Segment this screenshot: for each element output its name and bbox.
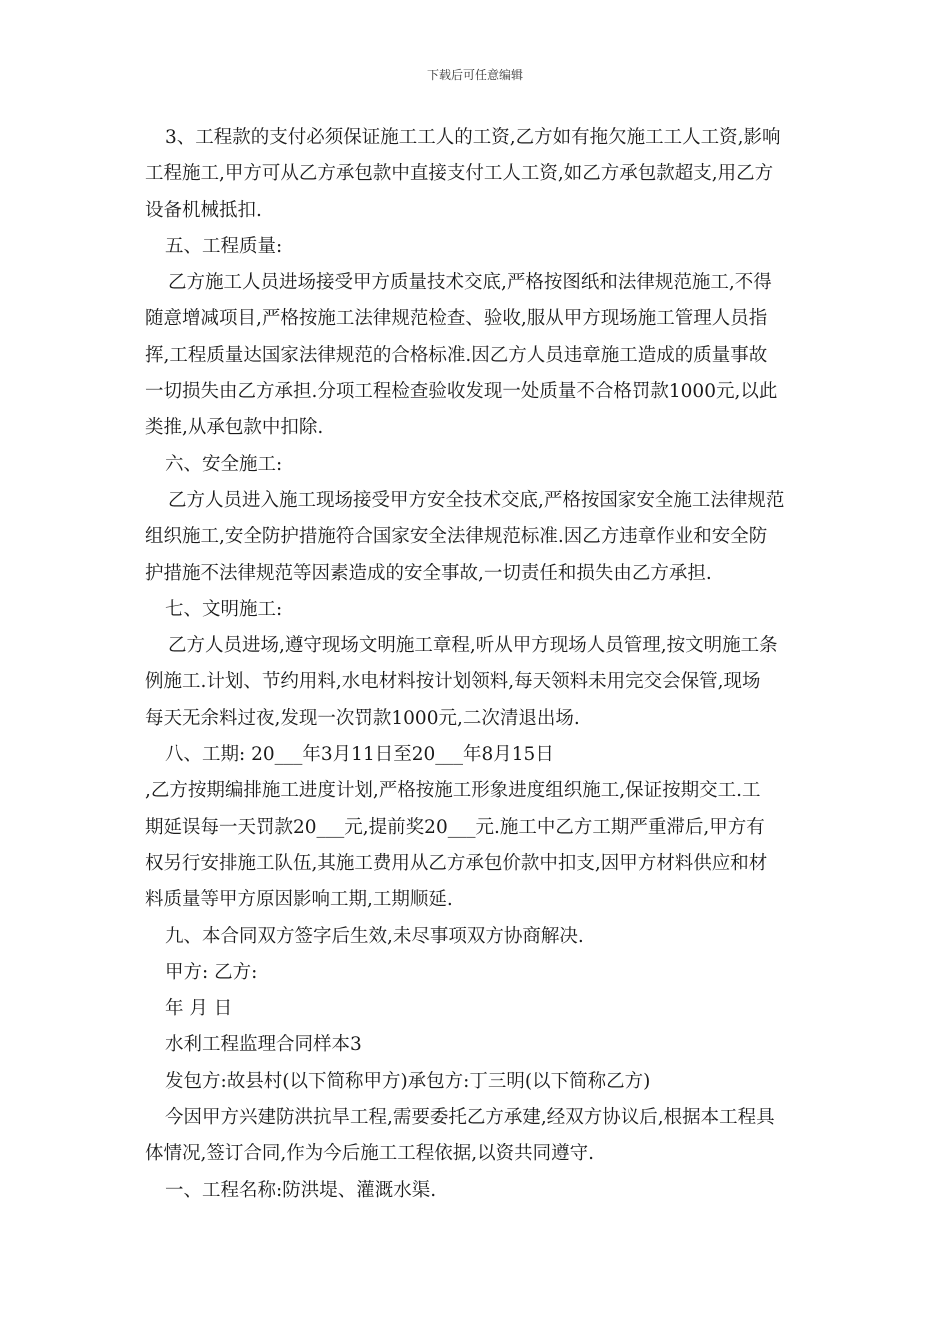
- date-line: 年 月 日: [165, 998, 233, 1020]
- text-line: 每天无余料过夜,发现一次罚款1000元,二次清退出场.: [145, 707, 580, 729]
- text-line: 组织施工,安全防护措施符合国家安全法律规范标准.因乙方违章作业和安全防: [145, 526, 768, 548]
- text-line: 设备机械抵扣.: [145, 199, 262, 221]
- text-line: 一切损失由乙方承担.分项工程检查验收发现一处质量不合格罚款1000元,以此: [145, 381, 778, 403]
- text-line: 体情况,签订合同,作为今后施工工程依据,以资共同遵守.: [145, 1143, 595, 1165]
- text-line: 乙方人员进场,遵守现场文明施工章程,听从甲方现场人员管理,按文明施工条: [168, 635, 778, 657]
- signature-line: 甲方: 乙方:: [165, 961, 258, 983]
- section-heading: 九、本合同双方签字后生效,未尽事项双方协商解决.: [165, 925, 584, 947]
- text-line: 乙方施工人员进场接受甲方质量技术交底,严格按图纸和法律规范施工,不得: [168, 272, 772, 294]
- text-line: 护措施不法律规范等因素造成的安全事故,一切责任和损失由乙方承担.: [145, 562, 712, 584]
- text-line: 乙方人员进入施工现场接受甲方安全技术交底,严格按国家安全施工法律规范: [168, 489, 785, 511]
- text-line: 挥,工程质量达国家法律规范的合格标准.因乙方人员违章施工造成的质量事故: [145, 344, 768, 366]
- section-heading: 七、文明施工:: [165, 598, 283, 620]
- text-line: 料质量等甲方原因影响工期,工期顺延.: [145, 889, 453, 911]
- text-line: 类推,从承包款中扣除.: [145, 417, 324, 439]
- text-line: 工程施工,甲方可从乙方承包款中直接支付工人工资,如乙方承包款超支,用乙方: [145, 163, 774, 185]
- document-title: 水利工程监理合同样本3: [165, 1034, 362, 1056]
- text-line: ,乙方按期编排施工进度计划,严格按施工形象进度组织施工,保证按期交工.工: [145, 780, 761, 802]
- text-line: 随意增减项目,严格按施工法律规范检查、验收,服从甲方现场施工管理人员指: [145, 308, 768, 330]
- page-header: 下载后可任意编辑: [426, 68, 523, 82]
- section-heading: 八、工期: 20___年3月11日至20___年8月15日: [165, 744, 554, 766]
- parties-line: 发包方:故县村(以下简称甲方)承包方:丁三明(以下简称乙方): [165, 1070, 651, 1092]
- text-line: 例施工.计划、节约用料,水电材料按计划领料,每天领料未用完交会保管,现场: [145, 671, 761, 693]
- text-line: 权另行安排施工队伍,其施工费用从乙方承包价款中扣支,因甲方材料供应和材: [145, 852, 768, 874]
- text-line: 3、工程款的支付必须保证施工工人的工资,乙方如有拖欠施工工人工资,影响: [165, 127, 781, 148]
- text-line: 今因甲方兴建防洪抗旱工程,需要委托乙方承建,经双方协议后,根据本工程具: [165, 1107, 775, 1129]
- document-body: [145, 120, 815, 1209]
- section-heading: 五、工程质量:: [165, 235, 283, 257]
- section-heading: 六、安全施工:: [165, 453, 283, 475]
- text-line: 期延误每一天罚款20___元,提前奖20___元.施工中乙方工期严重滞后,甲方有: [145, 816, 765, 838]
- section-heading: 一、工程名称:防洪堤、灌溉水渠.: [165, 1179, 437, 1201]
